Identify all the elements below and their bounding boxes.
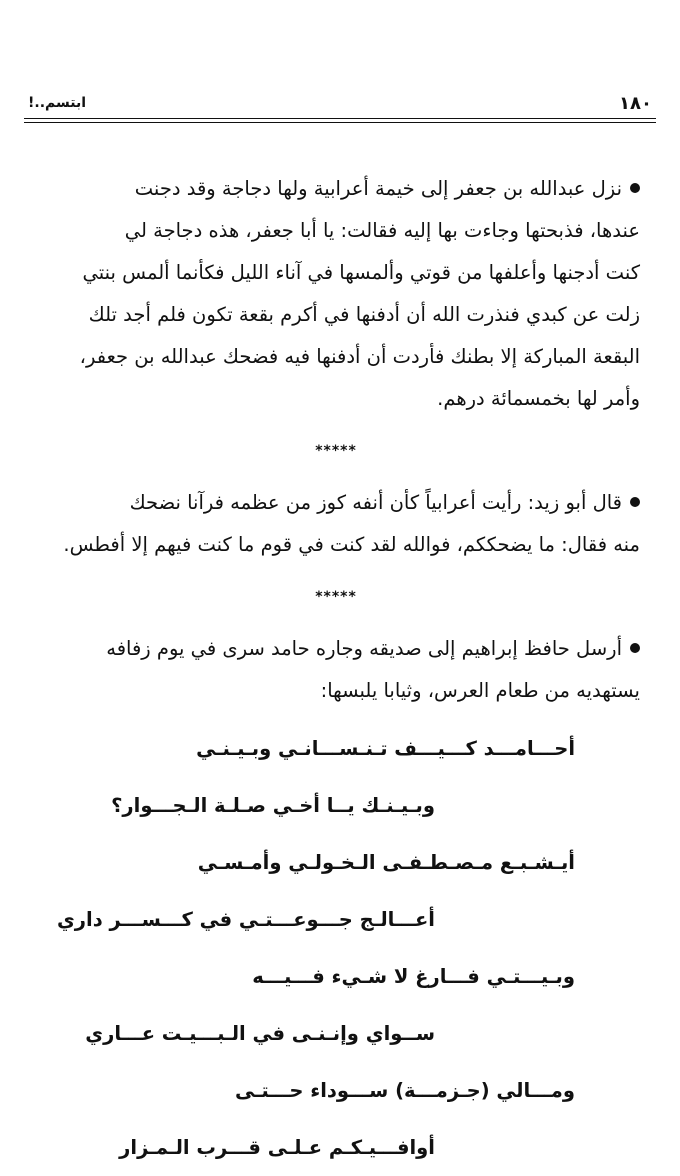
- poem-verse: أحـــامـــد كـــيـــف تـنـســـانـي وبـيـنـي: [196, 737, 575, 760]
- text-line: نزل عبدالله بن جعفر إلى خيمة أعرابية ولها دجاجة وقد دجنت: [32, 168, 640, 210]
- poem-verse: وبـيـــتـي فـــارغ لا شـيء فـــيـــه: [252, 965, 575, 988]
- poem-verse: وبـيـنـك يــا أخـي صـلـة الـجـــوار؟: [111, 794, 435, 817]
- poem-verse: أيـشـبـع مـصـطـفـى الـخـولـي وأمـسـي: [197, 851, 575, 874]
- page-body: [32, 168, 640, 1176]
- poem-verse: ومـــالي (جـزمـــة) ســـوداء حـــتـى: [235, 1079, 575, 1102]
- text-line: عندها، فذبحتها وجاءت بها إليه فقالت: يا أبا جعفر، هذه دجاجة لي: [124, 219, 640, 242]
- text-line: كنت أدجنها وأعلفها من قوتي وألمسها في آناء الليل فكأنما ألمس بنتي: [82, 261, 640, 284]
- anecdote-paragraph: [32, 628, 640, 712]
- running-title: ابتسم..!: [28, 95, 87, 111]
- text-line: زلت عن كبدي فنذرت الله أن أدفنها في أكرم بقعة تكون فلم أجد تلك: [88, 303, 640, 326]
- bullet-icon: [630, 183, 640, 193]
- poem-verse: أوافـــيـكـم عـلـى قـــرب الـمـزار: [119, 1136, 435, 1159]
- header-rule: [24, 118, 656, 119]
- section-separator: *****: [315, 589, 357, 605]
- section-separator: *****: [315, 443, 357, 459]
- text-line: منه فقال: ما يضحككم، فوالله لقد كنت في قوم ما كنت فيهم إلا أفطس.: [63, 533, 640, 556]
- poem-verse: ســواي وإنـنـى في الـبـــيـت عـــاري: [85, 1022, 435, 1045]
- page-number: ١٨٠: [619, 92, 652, 114]
- text-line: قال أبو زيد: رأيت أعرابياً كأن أنفه كوز من عظمه فرآنا نضحك: [32, 482, 640, 524]
- text-line: يستهديه من طعام العرس، وثيابا يلبسها:: [320, 679, 640, 702]
- bullet-icon: [630, 643, 640, 653]
- bullet-icon: [630, 497, 640, 507]
- text-line: البقعة المباركة إلا بطنك فأردت أن أدفنها فيه فضحك عبدالله بن جعفر،: [79, 345, 640, 368]
- page-header: [28, 86, 652, 120]
- poem-verse: أعـــالـج جـــوعـــتـي في كـــســـر داري: [56, 908, 435, 931]
- text-line: وأمر لها بخمسمائة درهم.: [437, 387, 640, 410]
- text-line: أرسل حافظ إبراهيم إلى صديقه وجاره حامد سرى في يوم زفافه: [32, 628, 640, 670]
- poem: [32, 720, 640, 1176]
- anecdote-paragraph: [32, 168, 640, 420]
- header-rule-secondary: [24, 122, 656, 123]
- anecdote-paragraph: [32, 482, 640, 566]
